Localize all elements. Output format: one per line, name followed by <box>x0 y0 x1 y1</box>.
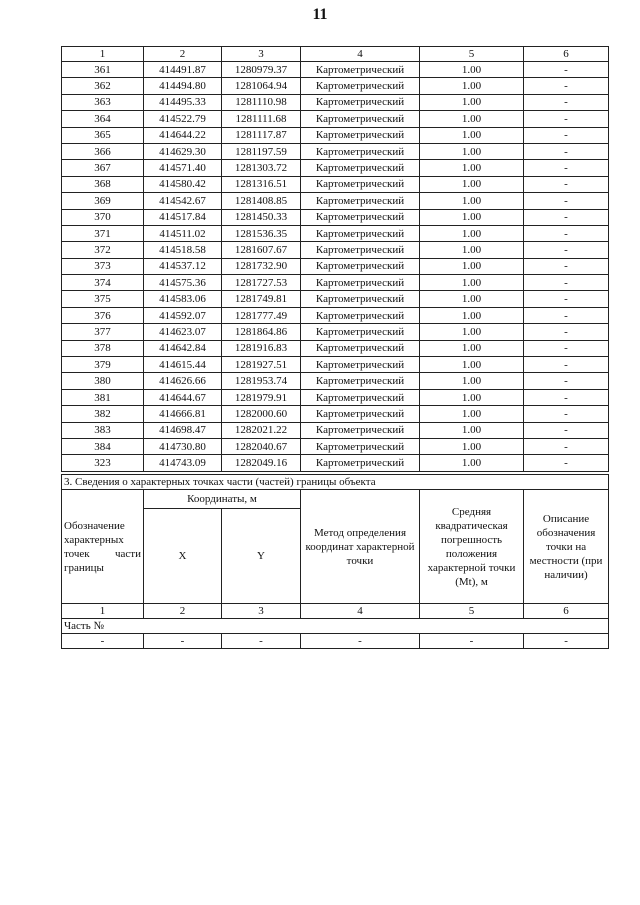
method-header: Метод определения координат характерной точки <box>301 490 420 604</box>
description: - <box>524 127 609 143</box>
y-coordinate: 1281927.51 <box>222 357 301 373</box>
y-coordinate: 1281117.87 <box>222 127 301 143</box>
accuracy: 1.00 <box>420 258 524 274</box>
method: Картометрический <box>301 324 420 340</box>
point-number: 373 <box>62 258 144 274</box>
method: Картометрический <box>301 422 420 438</box>
description: - <box>524 209 609 225</box>
description: - <box>524 111 609 127</box>
column-number: 3 <box>222 604 301 619</box>
column-number: 2 <box>144 47 222 62</box>
accuracy: 1.00 <box>420 438 524 454</box>
accuracy: 1.00 <box>420 160 524 176</box>
method: Картометрический <box>301 275 420 291</box>
description-header: Описание обозначения точки на местности (при наличии) <box>524 490 609 604</box>
point-number: 371 <box>62 225 144 241</box>
method: Картометрический <box>301 62 420 78</box>
x-coordinate: 414522.79 <box>144 111 222 127</box>
method: Картометрический <box>301 406 420 422</box>
y-coordinate: 1281727.53 <box>222 275 301 291</box>
method: Картометрический <box>301 242 420 258</box>
point-number: 383 <box>62 422 144 438</box>
x-coordinate: 414644.22 <box>144 127 222 143</box>
table-row <box>62 422 609 438</box>
accuracy: 1.00 <box>420 275 524 291</box>
point-number: 382 <box>62 406 144 422</box>
point-number: 367 <box>62 160 144 176</box>
error-header: Средняя квадратическая погрешность положения характерной точки (Mt), м <box>420 490 524 604</box>
x-coordinate: 414495.33 <box>144 94 222 110</box>
description: - <box>524 242 609 258</box>
table-cell: - <box>62 634 144 649</box>
description: - <box>524 160 609 176</box>
point-number: 381 <box>62 389 144 405</box>
table-row <box>62 357 609 373</box>
accuracy: 1.00 <box>420 176 524 192</box>
x-header: X <box>144 509 222 604</box>
description: - <box>524 324 609 340</box>
x-coordinate: 414592.07 <box>144 307 222 323</box>
column-number: 5 <box>420 47 524 62</box>
x-coordinate: 414511.02 <box>144 225 222 241</box>
method: Картометрический <box>301 373 420 389</box>
point-number: 363 <box>62 94 144 110</box>
y-coordinate: 1280979.37 <box>222 62 301 78</box>
accuracy: 1.00 <box>420 242 524 258</box>
method: Картометрический <box>301 94 420 110</box>
point-number: 378 <box>62 340 144 356</box>
description: - <box>524 291 609 307</box>
table-cell: - <box>524 634 609 649</box>
table-row <box>62 340 609 356</box>
table-row <box>62 324 609 340</box>
description: - <box>524 389 609 405</box>
point-number: 323 <box>62 455 144 471</box>
point-number: 372 <box>62 242 144 258</box>
column-number: 4 <box>301 604 420 619</box>
method: Картометрический <box>301 307 420 323</box>
x-coordinate: 414583.06 <box>144 291 222 307</box>
description: - <box>524 275 609 291</box>
method: Картометрический <box>301 160 420 176</box>
section-title-row <box>62 475 609 490</box>
point-number: 377 <box>62 324 144 340</box>
y-coordinate: 1281749.81 <box>222 291 301 307</box>
x-coordinate: 414537.12 <box>144 258 222 274</box>
table-row <box>62 242 609 258</box>
y-header: Y <box>222 509 301 604</box>
description: - <box>524 176 609 192</box>
part-label-row <box>62 619 609 634</box>
table-row <box>62 373 609 389</box>
table-row <box>62 209 609 225</box>
accuracy: 1.00 <box>420 340 524 356</box>
coordinates-header: Координаты, м <box>144 490 301 509</box>
method: Картометрический <box>301 225 420 241</box>
point-number: 375 <box>62 291 144 307</box>
column-number: 6 <box>524 47 609 62</box>
accuracy: 1.00 <box>420 143 524 159</box>
description: - <box>524 225 609 241</box>
point-designation-header: Обозначение характерных точек части границы <box>62 490 144 604</box>
point-number: 379 <box>62 357 144 373</box>
point-number: 366 <box>62 143 144 159</box>
page-number: 11 <box>312 6 328 23</box>
accuracy: 1.00 <box>420 291 524 307</box>
accuracy: 1.00 <box>420 422 524 438</box>
column-number: 4 <box>301 47 420 62</box>
description: - <box>524 78 609 94</box>
method: Картометрический <box>301 438 420 454</box>
point-number: 368 <box>62 176 144 192</box>
y-coordinate: 1281064.94 <box>222 78 301 94</box>
table-row <box>62 455 609 471</box>
header-row <box>62 47 609 62</box>
point-number: 380 <box>62 373 144 389</box>
point-number: 362 <box>62 78 144 94</box>
column-number: 5 <box>420 604 524 619</box>
method: Картометрический <box>301 176 420 192</box>
description: - <box>524 307 609 323</box>
x-coordinate: 414494.80 <box>144 78 222 94</box>
column-number: 6 <box>524 604 609 619</box>
table-row <box>62 406 609 422</box>
description: - <box>524 373 609 389</box>
accuracy: 1.00 <box>420 324 524 340</box>
column-number: 1 <box>62 604 144 619</box>
part-label: Часть № <box>62 619 609 634</box>
table-cell: - <box>144 634 222 649</box>
table-row <box>62 225 609 241</box>
boundary-points-table <box>61 46 609 472</box>
y-coordinate: 1281408.85 <box>222 193 301 209</box>
y-coordinate: 1281110.98 <box>222 94 301 110</box>
point-number: 376 <box>62 307 144 323</box>
description: - <box>524 406 609 422</box>
method: Картометрический <box>301 258 420 274</box>
table-row <box>62 438 609 454</box>
accuracy: 1.00 <box>420 209 524 225</box>
y-coordinate: 1281864.86 <box>222 324 301 340</box>
table-cell: - <box>420 634 524 649</box>
description: - <box>524 357 609 373</box>
description: - <box>524 422 609 438</box>
method: Картометрический <box>301 78 420 94</box>
y-coordinate: 1282000.60 <box>222 406 301 422</box>
y-coordinate: 1282021.22 <box>222 422 301 438</box>
table-row <box>62 193 609 209</box>
x-coordinate: 414615.44 <box>144 357 222 373</box>
accuracy: 1.00 <box>420 455 524 471</box>
section-title: 3. Сведения о характерных точках части (частей) границы объекта <box>62 475 609 490</box>
method: Картометрический <box>301 357 420 373</box>
x-coordinate: 414626.66 <box>144 373 222 389</box>
column-number: 1 <box>62 47 144 62</box>
accuracy: 1.00 <box>420 127 524 143</box>
accuracy: 1.00 <box>420 111 524 127</box>
x-coordinate: 414623.07 <box>144 324 222 340</box>
y-coordinate: 1281953.74 <box>222 373 301 389</box>
column-numbers-row <box>62 604 609 619</box>
table-row <box>62 291 609 307</box>
x-coordinate: 414730.80 <box>144 438 222 454</box>
accuracy: 1.00 <box>420 406 524 422</box>
point-number: 369 <box>62 193 144 209</box>
column-number: 2 <box>144 604 222 619</box>
x-coordinate: 414644.67 <box>144 389 222 405</box>
y-coordinate: 1281916.83 <box>222 340 301 356</box>
table-row <box>62 275 609 291</box>
point-number: 374 <box>62 275 144 291</box>
table-row <box>62 111 609 127</box>
column-number: 3 <box>222 47 301 62</box>
x-coordinate: 414491.87 <box>144 62 222 78</box>
table-row <box>62 389 609 405</box>
x-coordinate: 414517.84 <box>144 209 222 225</box>
x-coordinate: 414629.30 <box>144 143 222 159</box>
accuracy: 1.00 <box>420 62 524 78</box>
y-coordinate: 1282040.67 <box>222 438 301 454</box>
y-coordinate: 1281316.51 <box>222 176 301 192</box>
x-coordinate: 414743.09 <box>144 455 222 471</box>
x-coordinate: 414666.81 <box>144 406 222 422</box>
point-number: 370 <box>62 209 144 225</box>
x-coordinate: 414580.42 <box>144 176 222 192</box>
part-boundary-points-table <box>61 474 609 649</box>
y-coordinate: 1281450.33 <box>222 209 301 225</box>
y-coordinate: 1282049.16 <box>222 455 301 471</box>
description: - <box>524 94 609 110</box>
method: Картометрический <box>301 193 420 209</box>
y-coordinate: 1281732.90 <box>222 258 301 274</box>
point-number: 384 <box>62 438 144 454</box>
table-row <box>62 143 609 159</box>
description: - <box>524 62 609 78</box>
x-coordinate: 414542.67 <box>144 193 222 209</box>
table-row <box>62 176 609 192</box>
method: Картометрический <box>301 111 420 127</box>
table-row <box>62 307 609 323</box>
y-coordinate: 1281536.35 <box>222 225 301 241</box>
point-number: 361 <box>62 62 144 78</box>
x-coordinate: 414575.36 <box>144 275 222 291</box>
table-cell: - <box>301 634 420 649</box>
description: - <box>524 438 609 454</box>
accuracy: 1.00 <box>420 389 524 405</box>
y-coordinate: 1281979.91 <box>222 389 301 405</box>
point-number: 364 <box>62 111 144 127</box>
table-row <box>62 94 609 110</box>
method: Картометрический <box>301 389 420 405</box>
part-header-row <box>62 490 609 509</box>
accuracy: 1.00 <box>420 78 524 94</box>
table-cell: - <box>222 634 301 649</box>
table-row <box>62 78 609 94</box>
x-coordinate: 414571.40 <box>144 160 222 176</box>
method: Картометрический <box>301 340 420 356</box>
table-row <box>62 160 609 176</box>
empty-data-row <box>62 634 609 649</box>
method: Картометрический <box>301 291 420 307</box>
accuracy: 1.00 <box>420 373 524 389</box>
description: - <box>524 455 609 471</box>
description: - <box>524 340 609 356</box>
description: - <box>524 193 609 209</box>
method: Картометрический <box>301 127 420 143</box>
table-row <box>62 62 609 78</box>
method: Картометрический <box>301 143 420 159</box>
y-coordinate: 1281777.49 <box>222 307 301 323</box>
description: - <box>524 143 609 159</box>
x-coordinate: 414698.47 <box>144 422 222 438</box>
accuracy: 1.00 <box>420 193 524 209</box>
accuracy: 1.00 <box>420 307 524 323</box>
y-coordinate: 1281303.72 <box>222 160 301 176</box>
method: Картометрический <box>301 455 420 471</box>
y-coordinate: 1281111.68 <box>222 111 301 127</box>
x-coordinate: 414642.84 <box>144 340 222 356</box>
accuracy: 1.00 <box>420 357 524 373</box>
accuracy: 1.00 <box>420 94 524 110</box>
accuracy: 1.00 <box>420 225 524 241</box>
method: Картометрический <box>301 209 420 225</box>
y-coordinate: 1281197.59 <box>222 143 301 159</box>
description: - <box>524 258 609 274</box>
y-coordinate: 1281607.67 <box>222 242 301 258</box>
point-number: 365 <box>62 127 144 143</box>
table-row <box>62 258 609 274</box>
table-row <box>62 127 609 143</box>
x-coordinate: 414518.58 <box>144 242 222 258</box>
